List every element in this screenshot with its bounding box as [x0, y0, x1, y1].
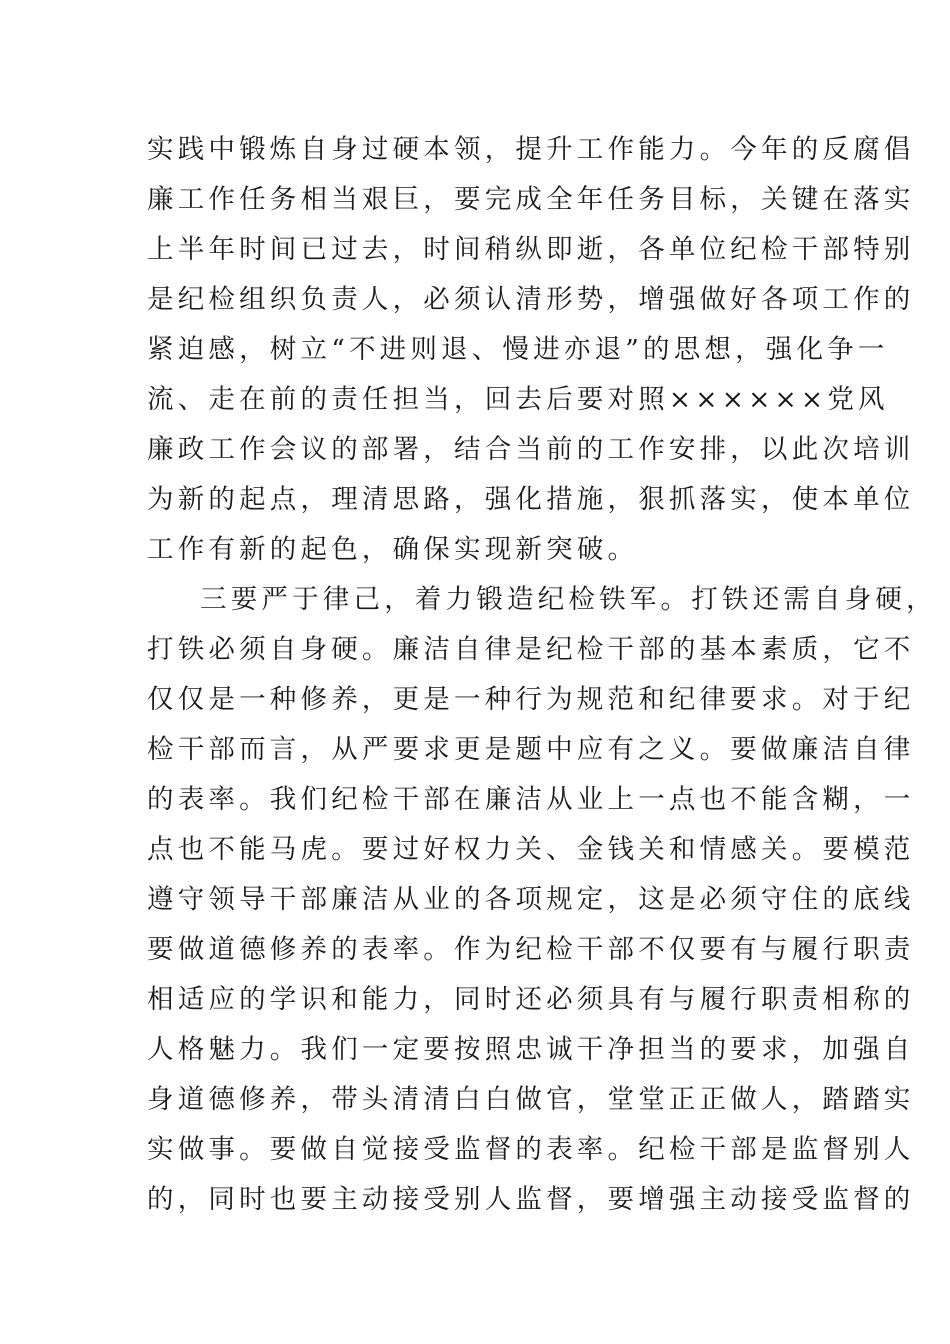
text-line: 相适应的学识和能力，同时还必须具有与履行职责相称的 [147, 984, 915, 1015]
text-line: 上半年时间已过去，时间稍纵即逝，各单位纪检干部特别 [147, 234, 915, 265]
text-line: 流、走在前的责任担当，回去后要对照××××××党风 [147, 384, 889, 415]
text-line: 检干部而言，从严要求更是题中应有之义。要做廉洁自律 [147, 734, 915, 765]
paragraph-start-line: 三要严于律己，着力锻造纪检铁军。打铁还需自身硬， [200, 584, 937, 615]
text-line: 工作有新的起色，确保实现新突破。 [147, 534, 639, 565]
text-line: 廉政工作会议的部署，结合当前的工作安排，以此次培训 [147, 434, 915, 465]
text-line: 点也不能马虎。要过好权力关、金钱关和情感关。要模范 [147, 834, 915, 865]
text-line: 的，同时也要主动接受别人监督，要增强主动接受监督的 [147, 1184, 915, 1215]
text-line: 打铁必须自身硬。廉洁自律是纪检干部的基本素质，它不 [147, 634, 915, 665]
text-line: 人格魅力。我们一定要按照忠诚干净担当的要求，加强自 [147, 1034, 915, 1065]
text-line: 廉工作任务相当艰巨，要完成全年任务目标，关键在落实 [147, 184, 915, 215]
text-line: 的表率。我们纪检干部在廉洁从业上一点也不能含糊，一 [147, 784, 915, 815]
text-line: 是纪检组织负责人，必须认清形势，增强做好各项工作的 [147, 284, 915, 315]
text-line: 仅仅是一种修养，更是一种行为规范和纪律要求。对于纪 [147, 684, 915, 715]
text-line: 身道德修养，带头清清白白做官，堂堂正正做人，踏踏实 [147, 1084, 915, 1115]
text-line: 遵守领导干部廉洁从业的各项规定，这是必须守住的底线 [147, 884, 915, 915]
text-line: 要做道德修养的表率。作为纪检干部不仅要有与履行职责 [147, 934, 915, 965]
text-line: 实做事。要做自觉接受监督的表率。纪检干部是监督别人 [147, 1134, 915, 1165]
text-line: 实践中锻炼自身过硬本领，提升工作能力。今年的反腐倡 [147, 134, 915, 165]
text-line: 紧迫感，树立“不进则退、慢进亦退”的思想，强化争一 [147, 334, 889, 365]
text-line: 为新的起点，理清思路，强化措施，狠抓落实，使本单位 [147, 484, 915, 515]
